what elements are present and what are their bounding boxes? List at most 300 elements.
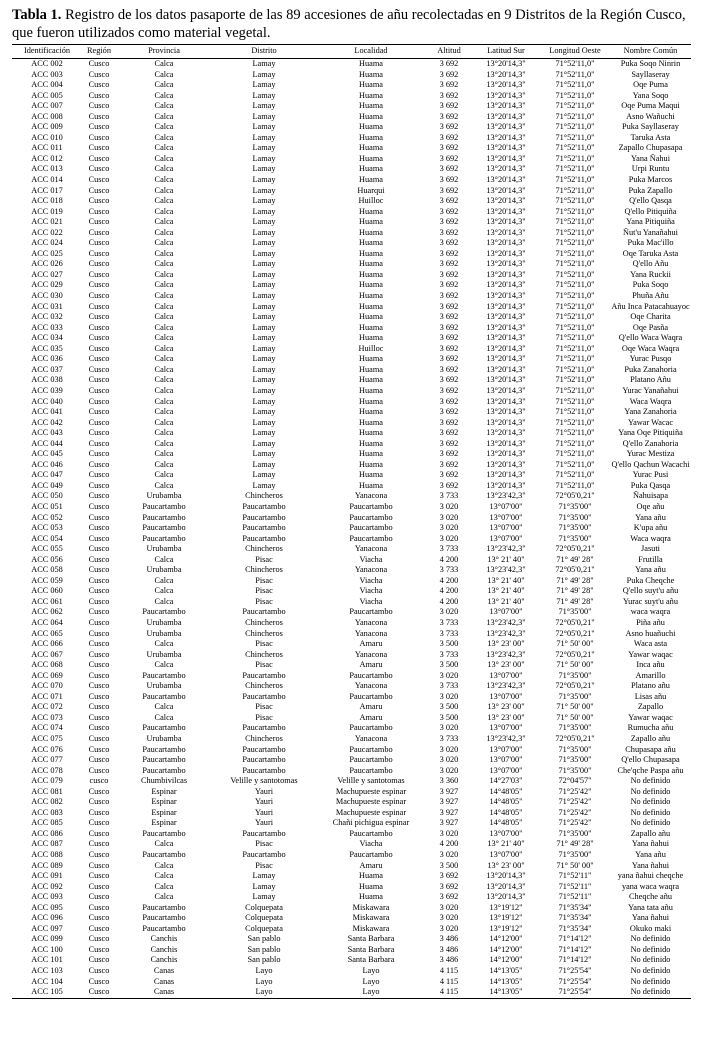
cell-latitud: 14°12'00" [489, 955, 523, 965]
cell-provincia: Calca [154, 871, 174, 881]
cell-localidad: Yanacona [354, 628, 388, 638]
cell-nombre-comun: No definido [630, 776, 671, 786]
cell-latitud: 13°20'14,3" [486, 269, 526, 279]
cell-longitud: 71°52'11,0" [555, 132, 595, 142]
cell-distrito: Pisac [255, 860, 273, 870]
cell-altitud: 3 692 [439, 80, 459, 90]
cell-region: Cusco [88, 850, 110, 860]
cell-altitud: 3 486 [439, 955, 459, 965]
cell-nombre-comun: Frutilla [638, 554, 663, 564]
cell-longitud: 71°52'11,0" [555, 480, 595, 490]
cell-provincia: Calca [154, 892, 174, 902]
cell-altitud: 4 200 [439, 575, 459, 585]
cell-latitud: 13°20'14,3" [486, 470, 526, 480]
cell-distrito: Lamay [252, 301, 276, 311]
table-row [12, 122, 691, 133]
cell-region: Cusco [88, 765, 110, 775]
cell-altitud: 3 692 [439, 269, 459, 279]
cell-longitud: 71° 49' 28" [556, 554, 594, 564]
cell-provincia: Calca [154, 343, 174, 353]
cell-latitud: 14°13'05" [489, 987, 523, 997]
cell-localidad: Huama [359, 459, 383, 469]
cell-localidad: Paucartambo [349, 744, 393, 754]
cell-nombre-comun: Q'ello suyt'u añu [622, 586, 679, 596]
cell-longitud: 72°05'0,21" [555, 565, 595, 575]
table-row [12, 80, 691, 91]
cell-nombre-comun: Piña añu [636, 617, 665, 627]
cell-latitud: 13°20'14,3" [486, 259, 526, 269]
cell-longitud: 71°52'11" [558, 871, 592, 881]
cell-distrito: Pisac [255, 639, 273, 649]
cell-region: Cusco [88, 702, 110, 712]
cell-provincia: Calca [154, 860, 174, 870]
table-row [12, 491, 691, 502]
cell-region: Cusco [88, 312, 110, 322]
table-row [12, 196, 691, 207]
cell-provincia: Calca [154, 428, 174, 438]
cell-id: ACC 054 [31, 533, 63, 543]
cell-provincia: Paucartambo [142, 913, 186, 923]
cell-region: Cusco [88, 291, 110, 301]
cell-provincia: Calca [154, 206, 174, 216]
cell-distrito: Lamay [252, 364, 276, 374]
cell-altitud: 3 692 [439, 333, 459, 343]
cell-altitud: 3 692 [439, 143, 459, 153]
cell-altitud: 3 692 [439, 438, 459, 448]
table-row [12, 302, 691, 313]
cell-longitud: 71°52'11,0" [555, 217, 595, 227]
cell-latitud: 13°20'14,3" [486, 417, 526, 427]
table-row [12, 228, 691, 239]
cell-distrito: Lamay [252, 238, 276, 248]
cell-longitud: 71°25'42" [558, 797, 592, 807]
cell-nombre-comun: Oqe Puma [633, 80, 668, 90]
table-row [12, 270, 691, 281]
table-row [12, 175, 691, 186]
cell-altitud: 3 020 [439, 850, 459, 860]
cell-localidad: Santa Barbara [347, 955, 395, 965]
cell-latitud: 13°23'42,3" [486, 565, 526, 575]
cell-provincia: Calca [154, 132, 174, 142]
cell-longitud: 71°52'11,0" [555, 470, 595, 480]
cell-distrito: Lamay [252, 407, 276, 417]
cell-nombre-comun: No definido [630, 987, 671, 997]
cell-provincia: Calca [154, 164, 174, 174]
cell-latitud: 13°23'42,3" [486, 734, 526, 743]
cell-provincia: Urubamba [146, 734, 182, 743]
cell-nombre-comun: waca waqra [630, 607, 671, 617]
cell-nombre-comun: Yana añu [635, 565, 666, 575]
cell-altitud: 4 200 [439, 586, 459, 596]
cell-distrito: Layo [255, 966, 273, 976]
cell-altitud: 3 692 [439, 301, 459, 311]
cell-altitud: 4 115 [439, 976, 459, 986]
table-row [12, 639, 691, 650]
cell-longitud: 71°52'11,0" [555, 301, 595, 311]
cell-latitud: 13°07'00" [489, 850, 523, 860]
cell-id: ACC 083 [31, 807, 63, 817]
cell-nombre-comun: No definido [630, 944, 671, 954]
cell-region: Cusco [88, 364, 110, 374]
cell-localidad: Paucartambo [349, 670, 393, 680]
cell-altitud: 3 500 [439, 860, 459, 870]
cell-latitud: 13°20'14,3" [486, 881, 526, 891]
cell-region: Cusco [88, 196, 110, 206]
cell-distrito: Lamay [252, 227, 276, 237]
cell-nombre-comun: Q'ello Qachun Wacachi [611, 459, 690, 469]
cell-id: ACC 041 [31, 407, 63, 417]
cell-altitud: 3 692 [439, 69, 459, 79]
cell-altitud: 3 692 [439, 480, 459, 490]
cell-id: ACC 058 [31, 565, 63, 575]
cell-region: Cusco [88, 501, 110, 511]
col-header-region: Región [87, 46, 111, 56]
cell-altitud: 3 500 [439, 639, 459, 649]
cell-distrito: Lamay [252, 312, 276, 322]
cell-region: Cusco [88, 153, 110, 163]
cell-nombre-comun: Puka Cheqche [626, 575, 675, 585]
cell-altitud: 3 927 [439, 786, 459, 796]
cell-provincia: Paucartambo [142, 512, 186, 522]
cell-distrito: Lamay [252, 333, 276, 343]
cell-localidad: Viacha [359, 575, 383, 585]
cell-distrito: Lamay [252, 259, 276, 269]
cell-altitud: 3 692 [439, 111, 459, 121]
cell-altitud: 3 692 [439, 881, 459, 891]
cell-nombre-comun: Yana Soqo [632, 90, 669, 100]
cell-longitud: 71°52'11,0" [555, 227, 595, 237]
cell-latitud: 13°20'14,3" [486, 185, 526, 195]
cell-provincia: Calca [154, 80, 174, 90]
table-row [12, 101, 691, 112]
cell-localidad: Yanacona [354, 617, 388, 627]
cell-nombre-comun: Oqe Taruka Asta [622, 248, 679, 258]
cell-id: ACC 032 [31, 312, 63, 322]
cell-latitud: 13°23'42,3" [486, 649, 526, 659]
cell-id: ACC 033 [31, 322, 63, 332]
cell-localidad: Huama [359, 312, 383, 322]
cell-provincia: Paucartambo [142, 691, 186, 701]
cell-id: ACC 036 [31, 354, 63, 364]
cell-longitud: 71°35'00" [558, 828, 592, 838]
cell-provincia: Calca [154, 312, 174, 322]
table-row [12, 713, 691, 724]
table-row [12, 692, 691, 703]
cell-region: Cusco [88, 59, 110, 68]
cell-distrito: Paucartambo [242, 723, 286, 733]
cell-distrito: Lamay [252, 375, 276, 385]
cell-region: Cusco [88, 639, 110, 649]
cell-distrito: Pisac [255, 575, 273, 585]
cell-nombre-comun: Añu Inca Patacahuayoc [611, 301, 690, 311]
cell-altitud: 3 020 [439, 828, 459, 838]
cell-distrito: Colquepata [245, 923, 283, 933]
cell-id: ACC 043 [31, 428, 63, 438]
cell-altitud: 4 115 [439, 987, 459, 997]
cell-localidad: Huama [359, 280, 383, 290]
cell-region: Cusco [88, 934, 110, 944]
cell-distrito: Paucartambo [242, 850, 286, 860]
table-row [12, 934, 691, 945]
cell-localidad: Yanacona [354, 649, 388, 659]
cell-distrito: Lamay [252, 248, 276, 258]
cell-localidad: Huama [359, 291, 383, 301]
cell-id: ACC 049 [31, 480, 63, 490]
cell-latitud: 13°20'14,3" [486, 111, 526, 121]
cell-longitud: 71°25'54" [558, 966, 592, 976]
table-caption [12, 6, 691, 42]
cell-altitud: 4 200 [439, 554, 459, 564]
cell-longitud: 71° 50' 00" [556, 712, 594, 722]
cell-localidad: Yanacona [354, 565, 388, 575]
cell-provincia: Calca [154, 354, 174, 364]
cell-altitud: 3 020 [439, 913, 459, 923]
table-row [12, 164, 691, 175]
cell-longitud: 71°14'12" [558, 955, 592, 965]
cell-nombre-comun: Yana añu [635, 512, 666, 522]
cell-provincia: Calca [154, 59, 174, 68]
cell-localidad: Amaru [359, 660, 383, 670]
cell-provincia: Calca [154, 596, 174, 606]
cell-altitud: 3 733 [439, 628, 459, 638]
table-row [12, 534, 691, 545]
cell-localidad: Huama [359, 80, 383, 90]
cell-provincia: Calca [154, 449, 174, 459]
table-row [12, 766, 691, 777]
table-row [12, 418, 691, 429]
cell-latitud: 14°13'05" [489, 966, 523, 976]
cell-provincia: Calca [154, 480, 174, 490]
cell-id: ACC 095 [31, 902, 63, 912]
cell-localidad: Amaru [359, 639, 383, 649]
cell-nombre-comun: Ñut'u Yanañahui [623, 227, 678, 237]
cell-altitud: 3 692 [439, 185, 459, 195]
cell-nombre-comun: Asno huañuchi [625, 628, 676, 638]
cell-nombre-comun: yana waca waqra [621, 881, 680, 891]
cell-nombre-comun: Yana Zanahoria [624, 407, 677, 417]
table-row [12, 650, 691, 661]
cell-region: Cusco [88, 987, 110, 997]
cell-id: ACC 076 [31, 744, 63, 754]
cell-altitud: 3 692 [439, 375, 459, 385]
cell-altitud: 3 692 [439, 196, 459, 206]
cell-id: ACC 047 [31, 470, 63, 480]
cell-distrito: Layo [255, 987, 273, 997]
cell-altitud: 3 692 [439, 396, 459, 406]
cell-longitud: 71°52'11,0" [555, 164, 595, 174]
cell-nombre-comun: Yana ñahui [631, 860, 670, 870]
cell-longitud: 71°35'00" [558, 607, 592, 617]
cell-altitud: 3 020 [439, 607, 459, 617]
cell-longitud: 71°52'11,0" [555, 449, 595, 459]
table-row [12, 502, 691, 513]
cell-longitud: 71°14'12" [558, 934, 592, 944]
cell-region: Cusco [88, 554, 110, 564]
cell-nombre-comun: Rumucha añu [627, 723, 674, 733]
cell-altitud: 3 692 [439, 59, 459, 68]
cell-latitud: 13°20'14,3" [486, 312, 526, 322]
cell-latitud: 13° 21' 40" [487, 586, 525, 596]
cell-altitud: 3 733 [439, 565, 459, 575]
cell-latitud: 13°07'00" [489, 607, 523, 617]
cell-region: Cusco [88, 175, 110, 185]
cell-latitud: 13°07'00" [489, 828, 523, 838]
cell-id: ACC 065 [31, 628, 63, 638]
table-row [12, 955, 691, 966]
cell-distrito: Lamay [252, 80, 276, 90]
cell-id: ACC 022 [31, 227, 63, 237]
cell-altitud: 3 927 [439, 807, 459, 817]
cell-localidad: Paucartambo [349, 523, 393, 533]
cell-distrito: Paucartambo [242, 533, 286, 543]
cell-id: ACC 011 [31, 143, 63, 153]
cell-distrito: Paucartambo [242, 828, 286, 838]
table-row [12, 207, 691, 218]
table-row [12, 586, 691, 597]
cell-longitud: 71°52'11" [558, 881, 592, 891]
caption-text: Registro de los datos pasaporte de las 89 accesiones de añu recolectadas en 9 Distritos de la Región Cusco, que fueron utilizados como material vegetal. [12, 7, 686, 41]
cell-latitud: 13°20'14,3" [486, 428, 526, 438]
cell-latitud: 13°20'14,3" [486, 238, 526, 248]
cell-localidad: Huama [359, 407, 383, 417]
cell-altitud: 3 500 [439, 702, 459, 712]
cell-longitud: 72°05'0,21" [555, 628, 595, 638]
cell-id: ACC 051 [31, 501, 63, 511]
cell-id: ACC 009 [31, 122, 63, 132]
cell-provincia: Calca [154, 575, 174, 585]
cell-provincia: Paucartambo [142, 850, 186, 860]
cell-distrito: Paucartambo [242, 744, 286, 754]
table-row [12, 671, 691, 682]
cell-altitud: 3 692 [439, 892, 459, 902]
cell-region: Cusco [88, 459, 110, 469]
cell-distrito: Lamay [252, 206, 276, 216]
cell-id: ACC 105 [31, 987, 63, 997]
table-row [12, 217, 691, 228]
cell-region: Cusco [88, 333, 110, 343]
cell-id: ACC 082 [31, 797, 63, 807]
cell-nombre-comun: Platano Añu [630, 375, 671, 385]
cell-region: Cusco [88, 480, 110, 490]
cell-nombre-comun: Yana ñahui [631, 839, 670, 849]
cell-id: ACC 026 [31, 259, 63, 269]
cell-nombre-comun: Amarillo [635, 670, 666, 680]
cell-region: Cusco [88, 206, 110, 216]
cell-provincia: Calca [154, 417, 174, 427]
cell-distrito: Lamay [252, 892, 276, 902]
cell-region: Cusco [88, 744, 110, 754]
cell-id: ACC 091 [31, 871, 63, 881]
cell-longitud: 72°05'0,21" [555, 681, 595, 691]
cell-longitud: 71°35'00" [558, 512, 592, 522]
cell-localidad: Huama [359, 333, 383, 343]
cell-longitud: 71°52'11,0" [555, 80, 595, 90]
table-row [12, 354, 691, 365]
cell-altitud: 3 692 [439, 343, 459, 353]
cell-latitud: 13°20'14,3" [486, 301, 526, 311]
cell-region: Cusco [88, 449, 110, 459]
cell-longitud: 71°52'11,0" [555, 101, 595, 111]
cell-longitud: 71° 50' 00" [556, 702, 594, 712]
cell-provincia: Calca [154, 470, 174, 480]
table-row [12, 618, 691, 629]
cell-distrito: Colquepata [245, 913, 283, 923]
cell-region: Cusco [88, 248, 110, 258]
cell-latitud: 13° 21' 40" [487, 596, 525, 606]
cell-id: ACC 021 [31, 217, 63, 227]
cell-id: ACC 010 [31, 132, 63, 142]
cell-provincia: Calca [154, 660, 174, 670]
cell-id: ACC 003 [31, 69, 63, 79]
cell-distrito: Lamay [252, 143, 276, 153]
cell-distrito: Pisac [255, 554, 273, 564]
cell-nombre-comun: No definido [630, 955, 671, 965]
cell-latitud: 13°20'14,3" [486, 69, 526, 79]
cell-region: Cusco [88, 301, 110, 311]
cell-provincia: Canchis [150, 955, 178, 965]
table-row [12, 903, 691, 914]
cell-id: ACC 067 [31, 649, 63, 659]
cell-altitud: 3 733 [439, 734, 459, 743]
cell-region: Cusco [88, 607, 110, 617]
cell-distrito: Lamay [252, 417, 276, 427]
cell-altitud: 3 692 [439, 248, 459, 258]
cell-id: ACC 081 [31, 786, 63, 796]
cell-region: Cusco [88, 670, 110, 680]
cell-provincia: Calca [154, 238, 174, 248]
cell-distrito: Lamay [252, 459, 276, 469]
cell-latitud: 14°12'00" [489, 934, 523, 944]
cell-nombre-comun: No definido [630, 934, 671, 944]
cell-region: Cusco [88, 617, 110, 627]
cell-altitud: 3 692 [439, 206, 459, 216]
cell-latitud: 13° 23' 00" [487, 702, 525, 712]
cell-distrito: Chincheros [245, 681, 283, 691]
cell-localidad: Layo [362, 966, 380, 976]
table-row [12, 280, 691, 291]
cell-region: Cusco [88, 712, 110, 722]
cell-localidad: Huama [359, 871, 383, 881]
cell-latitud: 13°07'00" [489, 691, 523, 701]
cell-id: ACC 014 [31, 175, 63, 185]
cell-nombre-comun: Q'ello Qasqa [629, 196, 672, 206]
cell-id: ACC 074 [31, 723, 63, 733]
cell-localidad: Huama [359, 90, 383, 100]
cell-localidad: Huama [359, 449, 383, 459]
cell-nombre-comun: Zapallo [637, 702, 664, 712]
cell-provincia: Calca [154, 280, 174, 290]
cell-longitud: 71° 49' 28" [556, 575, 594, 585]
cell-region: Cusco [88, 586, 110, 596]
cell-nombre-comun: No definido [630, 807, 671, 817]
cell-distrito: Colquepata [245, 902, 283, 912]
table-row [12, 861, 691, 872]
cell-longitud: 71°52'11,0" [555, 343, 595, 353]
cell-altitud: 3 692 [439, 354, 459, 364]
table-row [12, 249, 691, 260]
cell-region: Cusco [88, 491, 110, 501]
cell-region: Cusco [88, 407, 110, 417]
cell-provincia: Calca [154, 153, 174, 163]
cell-nombre-comun: Yurac Yanañahui [622, 385, 679, 395]
cell-region: Cusco [88, 596, 110, 606]
table-row [12, 407, 691, 418]
cell-longitud: 71°52'11,0" [555, 143, 595, 153]
cell-longitud: 71°25'54" [558, 976, 592, 986]
cell-region: Cusco [88, 122, 110, 132]
cell-region: Cusco [88, 691, 110, 701]
cell-latitud: 13°20'14,3" [486, 164, 526, 174]
